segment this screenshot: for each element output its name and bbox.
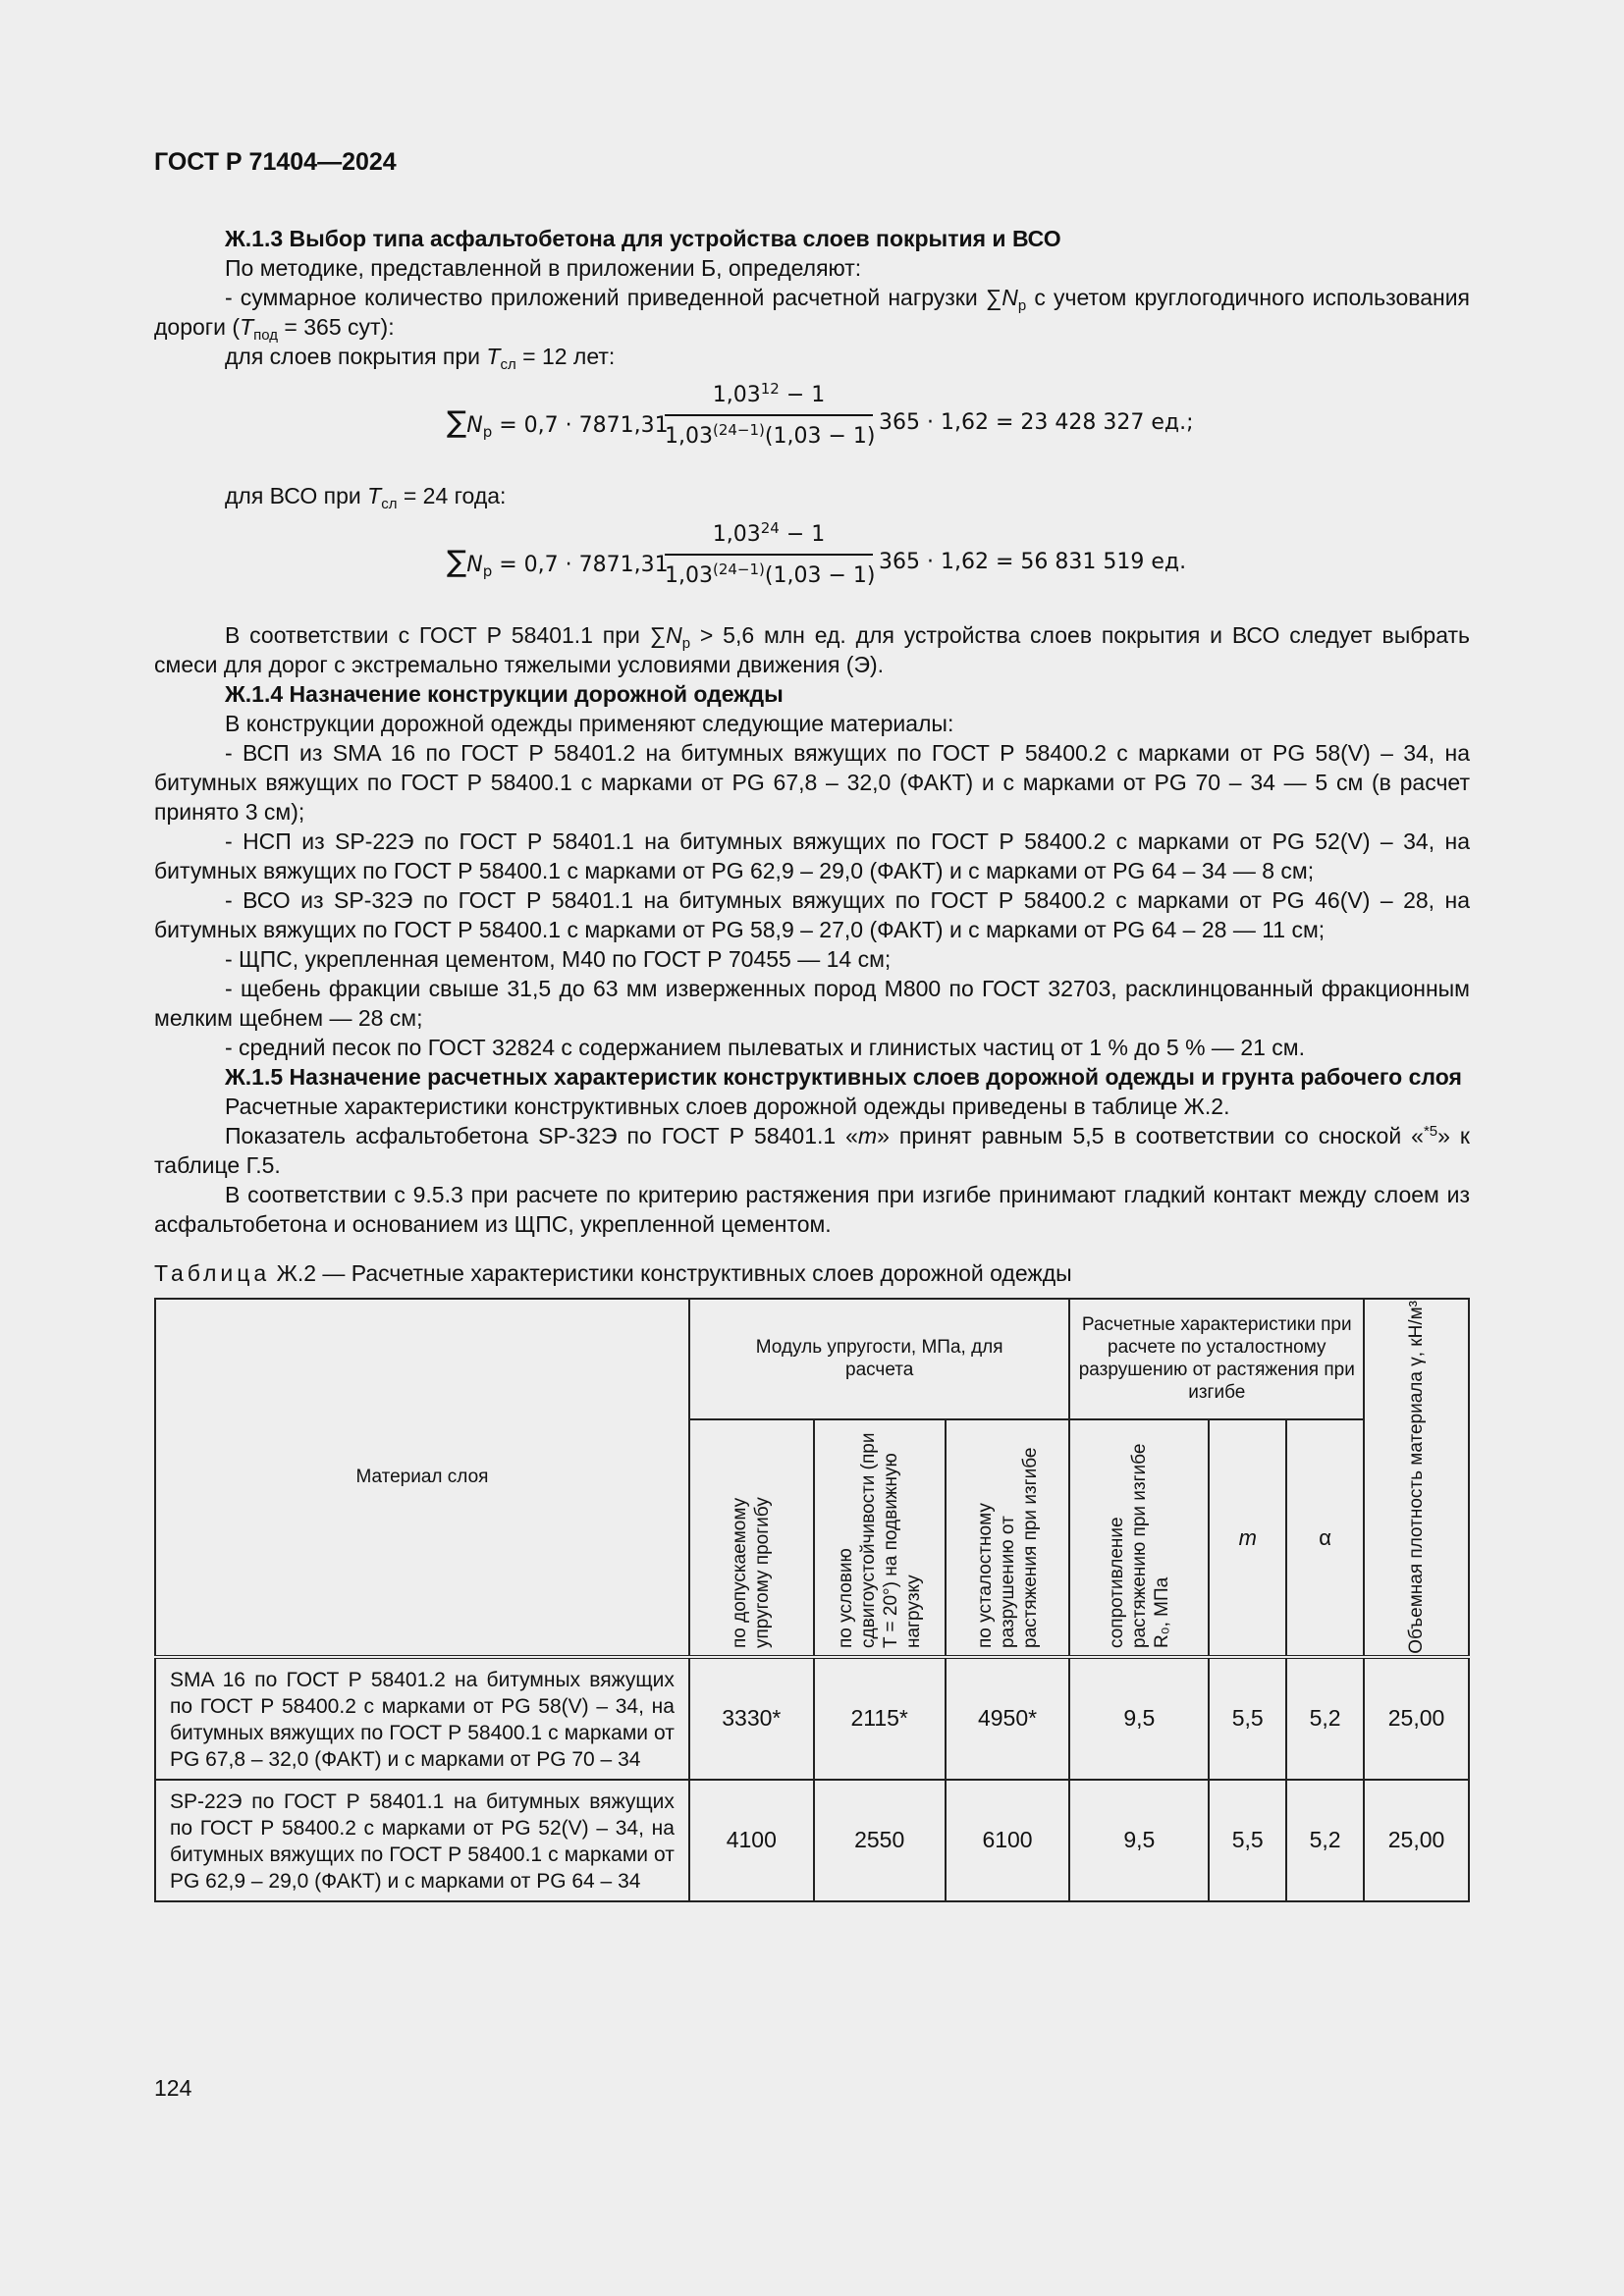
header-modulus: Модуль упругости, МПа, для расчета <box>689 1299 1070 1419</box>
header-modulus-fatigue: по усталостному разрушению от растяжения при изгибе <box>946 1419 1070 1657</box>
list-item: - ВСП из SMA 16 по ГОСТ Р 58401.2 на битумных вяжущих по ГОСТ Р 58400.2 с марками от PG 58(V) – 34, на битумных вяжущих по ГОСТ Р 58400.1 с марками от PG 67,8 – 32,0 (ФАКТ) и с марками от PG 70 – 34 — 5 см (в расчет принято 3 см); <box>154 740 1470 825</box>
header-alpha: α <box>1286 1419 1364 1657</box>
paragraph: - суммарное количество приложений приведенной расчетной нагрузки $\sum N_р$ с учетом круглогодичного использования дороги ($T_{под} = 365$ сут): <box>154 285 1470 344</box>
cell-material: SP-22Э по ГОСТ Р 58401.1 на битумных вяжущих по ГОСТ Р 58400.2 с марками от PG 52(V) – 34, на битумных вяжущих по ГОСТ Р 58400.1 с марками от PG 62,9 – 29,0 (ФАКТ) и с марками от PG 64 – 34 <box>155 1780 689 1901</box>
paragraph: для слоев покрытия при $T_{сл} = 12$ лет: <box>225 344 616 373</box>
cell-alpha: 5,2 <box>1286 1780 1364 1901</box>
cell-e1: 4100 <box>689 1780 814 1901</box>
formula-coating: $\sum N_р = 0,7 \cdot 7871,31$ $\frac{1,03^{12} - 1}{1,03^{(24-1)}(1,03 - 1)}$ 365 · 1,62 = 23 428 327 ед.; <box>154 381 1470 473</box>
page-number: 124 <box>154 2075 192 2101</box>
formula-base: $\sum N_р = 0,7 \cdot 7871,31$ $\frac{1,03^{24} - 1}{1,03^{(24-1)}(1,03 - 1)}$ 365 · 1,62 = 56 831 519 ед. <box>154 520 1470 613</box>
list-item: - средний песок по ГОСТ 32824 с содержанием пылеватых и глинистых частиц от 1 % до 5 % — 21 см. <box>225 1035 1306 1060</box>
list-item: - ЩПС, укрепленная цементом, М40 по ГОСТ Р 70455 — 14 см; <box>225 946 892 972</box>
cell-alpha: 5,2 <box>1286 1657 1364 1780</box>
document-header: ГОСТ Р 71404—2024 <box>154 148 397 176</box>
cell-material: SMA 16 по ГОСТ Р 58401.2 на битумных вяжущих по ГОСТ Р 58400.2 с марками от PG 58(V) – 34, на битумных вяжущих по ГОСТ Р 58400.1 с марками от PG 67,8 – 32,0 (ФАКТ) и с марками от PG 70 – 34 <box>155 1657 689 1780</box>
cell-density: 25,00 <box>1364 1657 1469 1780</box>
paragraph: В соответствии с ГОСТ Р 58401.1 при $\sum N_р > 5,6$ млн ед. для устройства слоев покрытия и ВСО следует выбрать смеси для дорог с экстремально тяжелыми условиями движения (Э). <box>154 622 1470 677</box>
cell-e2: 2115* <box>814 1657 946 1780</box>
cell-m: 5,5 <box>1209 1780 1286 1901</box>
list-item: - щебень фракции свыше 31,5 до 63 мм изверженных пород М800 по ГОСТ 32703, расклинцованный фракционным мелким щебнем — 28 см; <box>154 976 1470 1031</box>
paragraph: По методике, представленной в приложении Б, определяют: <box>225 255 862 281</box>
cell-r0: 9,5 <box>1069 1657 1209 1780</box>
header-m: m <box>1209 1419 1286 1657</box>
cell-e1: 3330* <box>689 1657 814 1780</box>
formula-fraction: $\frac{1,03^{12} - 1}{1,03^{(24-1)}(1,03 - 1)}$ <box>665 380 876 449</box>
list-item: - ВСО из SP-32Э по ГОСТ Р 58401.1 на битумных вяжущих по ГОСТ Р 58400.2 с марками от PG 46(V) – 28, на битумных вяжущих по ГОСТ Р 58400.1 с марками от PG 58,9 – 27,0 (ФАКТ) и с марками от PG 64 – 28 — 11 см; <box>154 887 1470 942</box>
section-title-1-4: Ж.1.4 Назначение конструкции дорожной одежды <box>225 681 784 707</box>
cell-e3: 4950* <box>946 1657 1070 1780</box>
characteristics-table <box>154 1298 1470 1902</box>
table-row <box>155 1780 1469 1901</box>
section-title-1-5: Ж.1.5 Назначение расчетных характеристик конструктивных слоев дорожной одежды и грунта рабочего слоя <box>225 1064 1462 1090</box>
table-caption: Таблица Ж.2 — Расчетные характеристики конструктивных слоев дорожной одежды <box>154 1260 1072 1286</box>
header-modulus-deflection: по допускаемому упругому прогибу <box>689 1419 814 1657</box>
formula-fraction: $\frac{1,03^{24} - 1}{1,03^{(24-1)}(1,03 - 1)}$ <box>665 519 876 588</box>
paragraph: Показатель асфальтобетона SP-32Э по ГОСТ Р 58401.1 «m» принят равным 5,5 в соответствии со сноской «$^{*5}$» к таблице Г.5. <box>154 1123 1470 1178</box>
paragraph: для ВСО при $T_{сл} = 24$ года: <box>225 483 507 512</box>
table-row <box>155 1657 1469 1780</box>
header-density: Объемная плотность материала γ, кН/м³ <box>1364 1299 1469 1657</box>
cell-e3: 6100 <box>946 1780 1070 1901</box>
cell-density: 25,00 <box>1364 1780 1469 1901</box>
cell-m: 5,5 <box>1209 1657 1286 1780</box>
cell-r0: 9,5 <box>1069 1780 1209 1901</box>
header-material: Материал слоя <box>155 1299 689 1657</box>
header-modulus-shear: по условию сдвигоустойчивости (при T = 20°) на подвижную нагрузку <box>814 1419 946 1657</box>
paragraph: В конструкции дорожной одежды применяют следующие материалы: <box>225 711 954 736</box>
section-title-1-3: Ж.1.3 Выбор типа асфальтобетона для устройства слоев покрытия и ВСО <box>225 226 1061 251</box>
page-content <box>154 224 1470 1902</box>
list-item: - НСП из SP-22Э по ГОСТ Р 58401.1 на битумных вяжущих по ГОСТ Р 58400.2 с марками от PG 52(V) – 34, на битумных вяжущих по ГОСТ Р 58400.1 с марками от PG 62,9 – 29,0 (ФАКТ) и с марками от PG 64 – 34 — 8 см; <box>154 828 1470 883</box>
cell-e2: 2550 <box>814 1780 946 1901</box>
paragraph: В соответствии с 9.5.3 при расчете по критерию растяжения при изгибе принимают гладкий контакт между слоем из асфальтобетона и основанием из ЩПС, укрепленной цементом. <box>154 1182 1470 1237</box>
header-tensile-strength: сопротивление растяжению при изгибе R₀, МПа <box>1069 1419 1209 1657</box>
header-fatigue: Расчетные характеристики при расчете по усталостному разрушению от растяжения при изгибе <box>1069 1299 1364 1419</box>
paragraph: Расчетные характеристики конструктивных слоев дорожной одежды приведены в таблице Ж.2. <box>225 1094 1230 1119</box>
